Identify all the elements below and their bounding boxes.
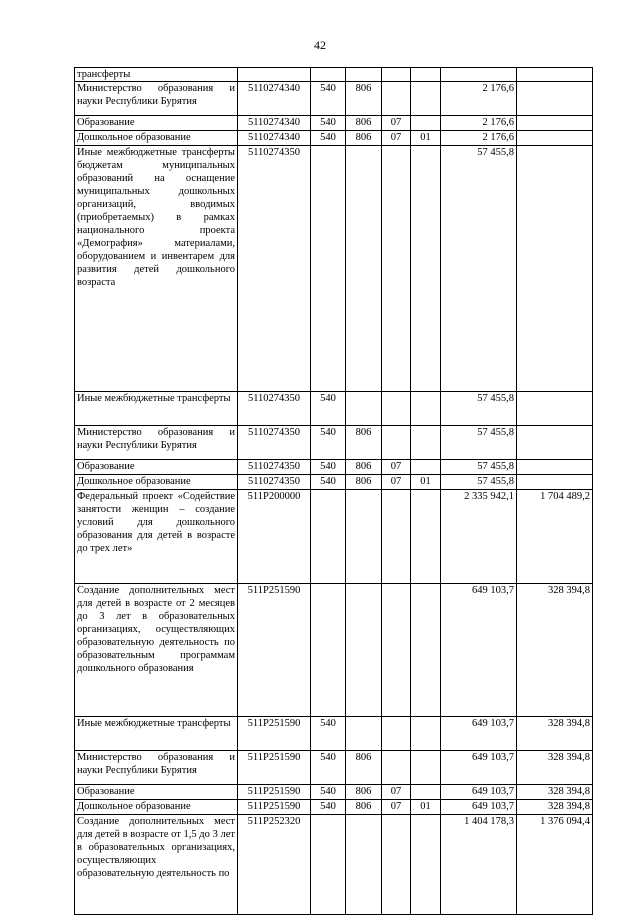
administrator-code-cell — [346, 146, 382, 392]
subsection-cell: 01 — [411, 800, 441, 815]
administrator-code-cell: 806 — [346, 751, 382, 785]
expense-name-cell: Создание дополнительных мест для детей в возрасте от 1,5 до 3 лет в образовательных организациях, осуществляющих образовательную деятельность по — [75, 815, 238, 915]
subsection-cell: 01 — [411, 131, 441, 146]
subsection-cell — [411, 426, 441, 460]
section-cell — [382, 68, 411, 82]
table-row — [75, 131, 593, 146]
table-row — [75, 584, 593, 717]
expense-name-cell: Иные межбюджетные трансферты — [75, 392, 238, 426]
administrator-code-cell — [346, 584, 382, 717]
amount-year2-cell — [517, 82, 593, 116]
section-cell: 07 — [382, 460, 411, 475]
administrator-code-cell — [346, 392, 382, 426]
amount-year1-cell: 649 103,7 — [441, 800, 517, 815]
subsection-cell — [411, 146, 441, 392]
table-row — [75, 717, 593, 751]
section-cell — [382, 82, 411, 116]
amount-year2-cell — [517, 146, 593, 392]
expense-type-cell — [311, 584, 346, 717]
expense-name-cell: Иные межбюджетные трансферты бюджетам муниципальных образований на оснащение муниципальных дошкольных организаций, вводимых (приобретаемых) в рамках национального проекта «Демография» материалами, оборудованием и инвентарем для развития детей дошкольного возраста — [75, 146, 238, 392]
target-article-cell: 511P252320 — [238, 815, 311, 915]
target-article-cell: 5110274350 — [238, 475, 311, 490]
section-cell — [382, 717, 411, 751]
expense-type-cell: 540 — [311, 717, 346, 751]
amount-year1-cell: 57 455,8 — [441, 426, 517, 460]
target-article-cell: 5110274340 — [238, 82, 311, 116]
table-row — [75, 68, 593, 82]
section-cell — [382, 815, 411, 915]
expense-name-cell: Создание дополнительных мест для детей в возрасте от 2 месяцев до 3 лет в образовательных организациях, осуществляющих образовательную деятельность по образовательным программам дошкольного образования — [75, 584, 238, 717]
subsection-cell — [411, 785, 441, 800]
expense-type-cell: 540 — [311, 131, 346, 146]
expense-type-cell: 540 — [311, 475, 346, 490]
section-cell: 07 — [382, 475, 411, 490]
section-cell — [382, 490, 411, 584]
table-row — [75, 785, 593, 800]
target-article-cell: 5110274350 — [238, 426, 311, 460]
subsection-cell — [411, 751, 441, 785]
target-article-cell: 511P251590 — [238, 800, 311, 815]
amount-year2-cell — [517, 475, 593, 490]
target-article-cell — [238, 68, 311, 82]
amount-year1-cell: 57 455,8 — [441, 392, 517, 426]
expense-name-cell: Образование — [75, 460, 238, 475]
expense-type-cell: 540 — [311, 800, 346, 815]
amount-year2-cell — [517, 116, 593, 131]
expense-name-cell: Дошкольное образование — [75, 131, 238, 146]
amount-year2-cell — [517, 131, 593, 146]
subsection-cell — [411, 116, 441, 131]
expense-type-cell: 540 — [311, 392, 346, 426]
administrator-code-cell: 806 — [346, 131, 382, 146]
table-row — [75, 751, 593, 785]
administrator-code-cell: 806 — [346, 475, 382, 490]
table-row — [75, 490, 593, 584]
amount-year2-cell — [517, 460, 593, 475]
administrator-code-cell: 806 — [346, 785, 382, 800]
amount-year1-cell: 57 455,8 — [441, 475, 517, 490]
section-cell: 07 — [382, 116, 411, 131]
expense-name-cell: Министерство образования и науки Республики Бурятия — [75, 426, 238, 460]
subsection-cell — [411, 68, 441, 82]
expense-type-cell: 540 — [311, 82, 346, 116]
expense-type-cell: 540 — [311, 751, 346, 785]
section-cell — [382, 751, 411, 785]
administrator-code-cell: 806 — [346, 800, 382, 815]
amount-year1-cell: 2 176,6 — [441, 82, 517, 116]
amount-year1-cell: 649 103,7 — [441, 785, 517, 800]
subsection-cell — [411, 584, 441, 717]
page-number: 42 — [314, 38, 326, 52]
table-row — [75, 82, 593, 116]
table-row — [75, 815, 593, 915]
amount-year1-cell: 57 455,8 — [441, 146, 517, 392]
target-article-cell: 511P251590 — [238, 584, 311, 717]
target-article-cell: 5110274350 — [238, 460, 311, 475]
expense-type-cell: 540 — [311, 460, 346, 475]
expense-name-cell: Образование — [75, 785, 238, 800]
amount-year1-cell: 1 404 178,3 — [441, 815, 517, 915]
subsection-cell — [411, 717, 441, 751]
budget-table — [74, 67, 593, 915]
amount-year2-cell: 328 394,8 — [517, 584, 593, 717]
administrator-code-cell: 806 — [346, 116, 382, 131]
administrator-code-cell: 806 — [346, 460, 382, 475]
amount-year2-cell — [517, 392, 593, 426]
target-article-cell: 511P200000 — [238, 490, 311, 584]
amount-year2-cell: 328 394,8 — [517, 717, 593, 751]
administrator-code-cell — [346, 68, 382, 82]
section-cell: 07 — [382, 800, 411, 815]
expense-type-cell — [311, 815, 346, 915]
amount-year1-cell: 2 176,6 — [441, 131, 517, 146]
amount-year2-cell: 328 394,8 — [517, 785, 593, 800]
target-article-cell: 511P251590 — [238, 785, 311, 800]
target-article-cell: 511P251590 — [238, 751, 311, 785]
expense-name-cell: трансферты — [75, 68, 238, 82]
subsection-cell — [411, 490, 441, 584]
section-cell — [382, 426, 411, 460]
subsection-cell — [411, 815, 441, 915]
expense-type-cell: 540 — [311, 116, 346, 131]
subsection-cell: 01 — [411, 475, 441, 490]
table-row — [75, 460, 593, 475]
administrator-code-cell: 806 — [346, 82, 382, 116]
amount-year2-cell: 1 704 489,2 — [517, 490, 593, 584]
amount-year1-cell: 649 103,7 — [441, 584, 517, 717]
expense-name-cell: Министерство образования и науки Республики Бурятия — [75, 82, 238, 116]
section-cell — [382, 584, 411, 717]
amount-year2-cell — [517, 68, 593, 82]
section-cell: 07 — [382, 785, 411, 800]
expense-type-cell: 540 — [311, 785, 346, 800]
amount-year1-cell: 2 335 942,1 — [441, 490, 517, 584]
administrator-code-cell: 806 — [346, 426, 382, 460]
expense-name-cell: Дошкольное образование — [75, 800, 238, 815]
amount-year1-cell: 2 176,6 — [441, 116, 517, 131]
section-cell — [382, 146, 411, 392]
table-row — [75, 475, 593, 490]
expense-name-cell: Дошкольное образование — [75, 475, 238, 490]
target-article-cell: 5110274340 — [238, 116, 311, 131]
subsection-cell — [411, 392, 441, 426]
expense-name-cell: Министерство образования и науки Республики Бурятия — [75, 751, 238, 785]
section-cell: 07 — [382, 131, 411, 146]
amount-year2-cell: 1 376 094,4 — [517, 815, 593, 915]
amount-year2-cell — [517, 426, 593, 460]
target-article-cell: 5110274350 — [238, 146, 311, 392]
amount-year2-cell: 328 394,8 — [517, 800, 593, 815]
amount-year1-cell: 649 103,7 — [441, 751, 517, 785]
subsection-cell — [411, 460, 441, 475]
table-row — [75, 392, 593, 426]
expense-name-cell: Федеральный проект «Содействие занятости женщин – создание условий для дошкольного образования для детей в возрасте до трех лет» — [75, 490, 238, 584]
target-article-cell: 511P251590 — [238, 717, 311, 751]
expense-type-cell — [311, 490, 346, 584]
expense-type-cell: 540 — [311, 426, 346, 460]
subsection-cell — [411, 82, 441, 116]
administrator-code-cell — [346, 815, 382, 915]
table-row — [75, 116, 593, 131]
amount-year2-cell: 328 394,8 — [517, 751, 593, 785]
amount-year1-cell: 649 103,7 — [441, 717, 517, 751]
administrator-code-cell — [346, 490, 382, 584]
administrator-code-cell — [346, 717, 382, 751]
expense-type-cell — [311, 68, 346, 82]
expense-name-cell: Иные межбюджетные трансферты — [75, 717, 238, 751]
target-article-cell: 5110274350 — [238, 392, 311, 426]
expense-type-cell — [311, 146, 346, 392]
target-article-cell: 5110274340 — [238, 131, 311, 146]
amount-year1-cell: 57 455,8 — [441, 460, 517, 475]
amount-year1-cell — [441, 68, 517, 82]
expense-name-cell: Образование — [75, 116, 238, 131]
table-row — [75, 426, 593, 460]
section-cell — [382, 392, 411, 426]
table-row — [75, 146, 593, 392]
table-row — [75, 800, 593, 815]
